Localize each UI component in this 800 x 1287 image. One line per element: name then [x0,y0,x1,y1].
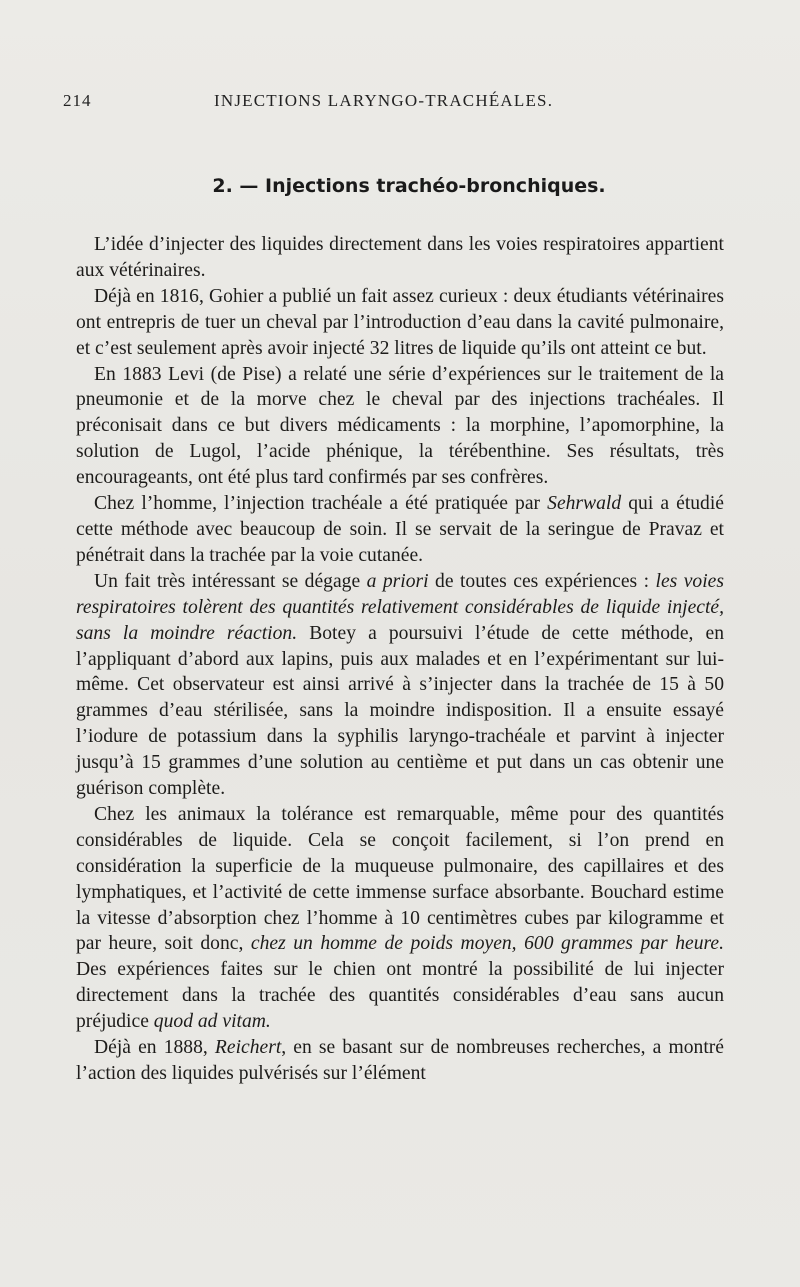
text-segment: Un fait très intéressant se dégage [94,570,367,592]
running-title: INJECTIONS LARYNGO-TRACHÉALES. [214,91,554,110]
text-segment: Des expériences faites sur le chien ont montré la possibilité de lui injecter directement dans la trachée des quantités considérables d’eau sans aucun préjudice [76,959,724,1033]
text-segment: Déjà en 1816, Gohier a publié un fait assez curieux : deux étudiants vétérinaires ont entrepris de tuer un cheval par l’introduction d’eau dans la cavité pulmonaire, et c’est seulement après avoir injecté 32 litres de liquide qu’ils ont atteint ce but. [76,285,724,359]
paragraph [76,284,724,362]
italic-text: les voies respiratoires tolèrent des quantités relativement considérables de liquide injecté, sans la moindre réaction. [76,570,724,644]
text-segment: Chez les animaux la tolérance est remarquable, même pour des quantités considérables de liquide. Cela se conçoit facilement, si l’on prend en considération la superficie de la muqueuse pulmonaire, des capillaires et des lymphatiques, et l’activité de cette immense surface absorbante. Bouchard estime la vitesse d’absorption chez l’homme à 10 centimètres cubes par kilogramme et par heure, soit donc, [76,803,724,955]
running-header [63,91,723,117]
paragraph [76,362,724,492]
italic-text: a priori [366,570,429,592]
body-text [76,232,724,1087]
paragraph [76,802,724,1035]
paragraph [76,1035,724,1087]
italic-text: Sehrwald [547,493,622,515]
paragraph [76,491,724,569]
page-number: 214 [63,91,92,110]
italic-text: quod ad vitam. [153,1011,271,1033]
text-segment: L’idée d’injecter des liquides directement dans les voies respiratoires appartient aux vétérinaires. [76,234,724,281]
text-segment: qui a étudié cette méthode avec beaucoup de soin. Il se servait de la seringue de Pravaz et pénétrait dans la trachée par la voie cutanée. [76,493,724,566]
text-segment: Chez l’homme, l’injection trachéale a été pratiquée par [94,493,548,515]
text-segment: de toutes ces expériences : [428,570,656,592]
text-segment: Déjà en 1888, [94,1037,215,1059]
section-heading: 2. — Injections trachéo-bronchiques. [212,175,606,197]
text-segment: En 1883 Levi (de Pise) a relaté une série d’expériences sur le traitement de la pneumonie et de la morve chez le cheval par des injections trachéales. Il préconisait dans ce but divers médicaments : la morphine, l’apomorphine, la solution de Lugol, l’acide phénique, la térébenthine. Ses résultats, très encourageants, ont été plus tard confirmés par ses confrères. [76,363,724,489]
paragraph [76,569,724,802]
text-segment: , en se basant sur de nombreuses recherches, a montré l’action des liquides pulvérisés sur l’élément [76,1037,724,1084]
italic-text: chez un homme de poids moyen, 600 grammes par heure. [250,933,724,955]
italic-text: Reichert [214,1037,282,1059]
text-segment: Botey a poursuivi l’étude de cette méthode, en l’appliquant d’abord aux lapins, puis aux malades et en l’expérimentant sur lui-même. Cet observateur est ainsi arrivé à s’injecter dans la trachée de 15 à 50 grammes d’eau stérilisée, sans la moindre indisposition. Il a ensuite essayé l’iodure de potassium dans la syphilis laryngo-trachéale et parvint à injecter jusqu’à 15 grammes d’une solution au centième et put dans un cas obtenir une guérison complète. [76,622,724,800]
paragraph [76,232,724,284]
